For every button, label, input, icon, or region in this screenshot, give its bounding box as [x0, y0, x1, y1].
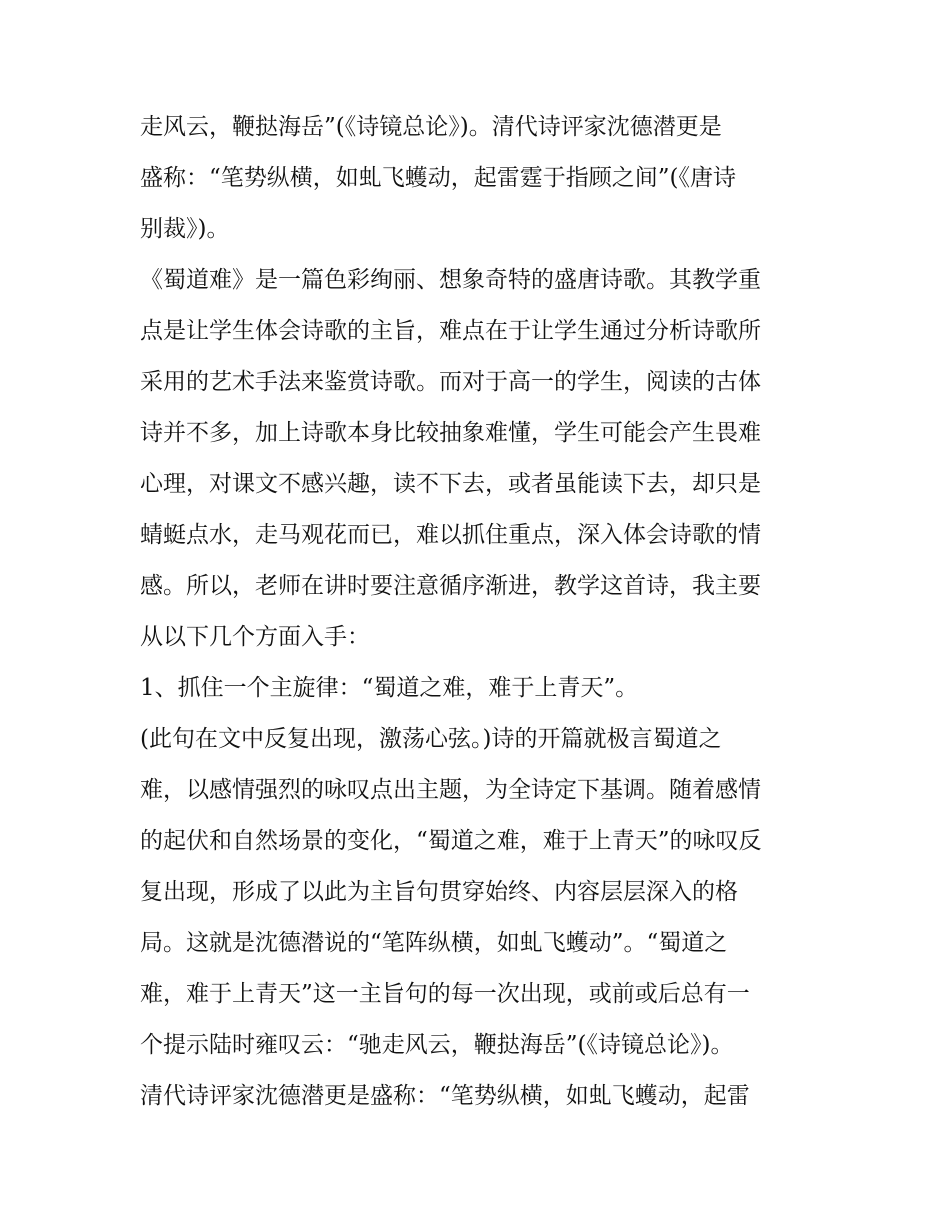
text-line: 诗并不多，加上诗歌本身比较抽象难懂，学生可能会产生畏难: [140, 420, 761, 446]
text-line: 感。所以，老师在讲时要注意循序渐进，教学这首诗，我主要: [140, 573, 761, 599]
text-line: 心理，对课文不感兴趣，读不下去，或者虽能读下去，却只是: [140, 471, 761, 497]
text-line: 蜻蜓点水，走马观花而已，难以抓住重点，深入体会诗歌的情: [140, 522, 761, 548]
text-line: 盛称：“笔势纵横，如虬飞蠖动，起雷霆于指顾之间”(《唐诗: [140, 165, 736, 191]
text-line: 局。这就是沈德潜说的“笔阵纵横，如虬飞蠖动”。“蜀道之: [140, 930, 728, 956]
body-text: [140, 102, 812, 1122]
text-line: 走风云，鞭挞海岳”(《诗镜总论》)。清代诗评家沈德潜更是: [140, 114, 722, 140]
text-line: 难，以感情强烈的咏叹点出主题，为全诗定下基调。随着感情: [140, 777, 761, 803]
text-line: 1、抓住一个主旋律：“蜀道之难，难于上青天”。: [140, 675, 639, 701]
text-line: 点是让学生体会诗歌的主旨，难点在于让学生通过分析诗歌所: [140, 318, 761, 344]
text-line: (此句在文中反复出现，激荡心弦。)诗的开篇就极言蜀道之: [140, 726, 722, 752]
text-line: 采用的艺术手法来鉴赏诗歌。而对于高一的学生，阅读的古体: [140, 369, 761, 395]
text-line: 复出现，形成了以此为主旨句贯穿始终、内容层层深入的格: [140, 879, 738, 905]
text-line: 清代诗评家沈德潜更是盛称：“笔势纵横，如虬飞蠖动，起雷: [140, 1083, 750, 1109]
text-line: 难，难于上青天”这一主旨句的每一次出现，或前或后总有一: [140, 981, 750, 1007]
text-line: 的起伏和自然场景的变化，“蜀道之难，难于上青天”的咏叹反: [140, 828, 762, 854]
text-line: 从以下几个方面入手：: [140, 624, 370, 650]
text-line: 个提示陆时雍叹云：“驰走风云，鞭挞海岳”(《诗镜总论》)。: [140, 1032, 734, 1058]
text-line: 《蜀道难》是一篇色彩绚丽、想象奇特的盛唐诗歌。其教学重: [140, 267, 761, 293]
text-line: 别裁》)。: [140, 216, 230, 242]
